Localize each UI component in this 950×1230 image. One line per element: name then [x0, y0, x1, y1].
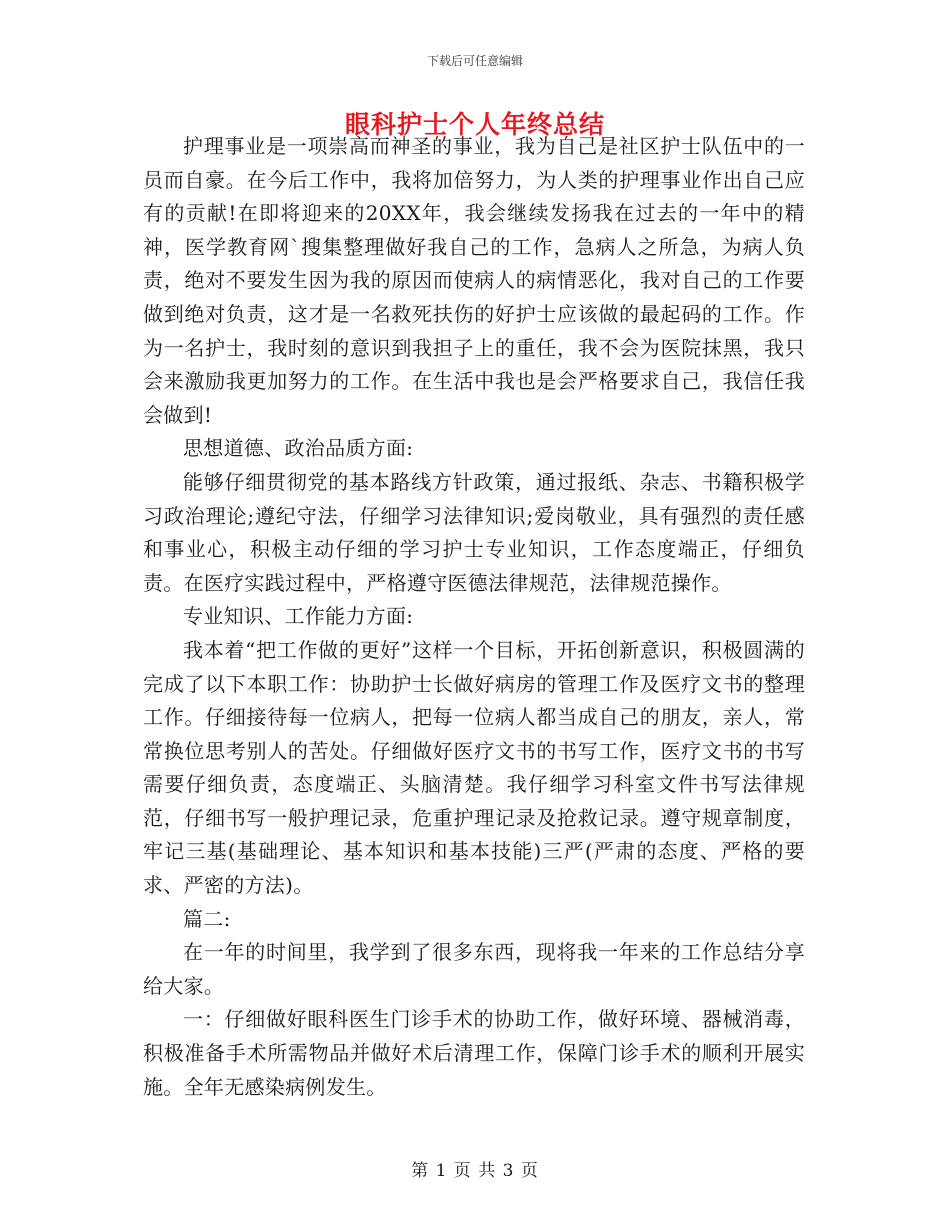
paragraph-part-two-intro: 在一年的时间里，我学到了很多东西，现将我一年来的工作总结分享给大家。 — [143, 940, 805, 998]
section-heading-ethics: 思想道德、政治品质方面: — [183, 436, 414, 461]
paragraph-intro: 护理事业是一项崇高而神圣的事业，我为自己是社区护士队伍中的一员而自豪。在今后工作中，我将加倍努力，为人类的护理事业作出自己应有的贡献!在即将迎来的20XX年，我会继续发扬我在过去的一年中的精神，医学教育网`搜集整理做好我自己的工作，急病人之所急，为病人负责，绝对不要发生因为我的原因而使病人的病情恶化，我对自己的工作要做到绝对负责，这才是一名救死扶伤的好护士应该做的最起码的工作。作为一名护士，我时刻的意识到我担子上的重任，我不会为医院抹黑，我只会来激励我更加努力的工作。在生活中我也是会严格要求自己，我信任我会做到! — [143, 134, 805, 427]
document-body — [143, 130, 805, 1104]
header-note: 下载后可任意编辑 — [426, 54, 523, 68]
paragraph-ethics: 能够仔细贯彻党的基本路线方针政策，通过报纸、杂志、书籍积极学习政治理论;遵纪守法，仔细学习法律知识;爱岗敬业，具有强烈的责任感和事业心，积极主动仔细的学习护士专业知识，工作态度端正，仔细负责。在医疗实践过程中，严格遵守医德法律规范，法律规范操作。 — [143, 469, 805, 595]
paragraph-item-one: 一：仔细做好眼科医生门诊手术的协助工作，做好环境、器械消毒，积极准备手术所需物品并做好术后清理工作，保障门诊手术的顺利开展实施。全年无感染病例发生。 — [143, 1007, 805, 1099]
page-number-footer: 第 1 页 共 3 页 — [411, 1161, 539, 1181]
paragraph-skills: 我本着“把工作做的更好”这样一个目标，开拓创新意识，积极圆满的完成了以下本职工作：协助护士长做好病房的管理工作及医疗文书的整理工作。仔细接待每一位病人，把每一位病人都当成自己的朋友，亲人，常常换位思考别人的苦处。仔细做好医疗文书的书写工作，医疗文书的书写需要仔细负责，态度端正、头脑清楚。我仔细学习科室文件书写法律规范，仔细书写一般护理记录，危重护理记录及抢救记录。遵守规章制度，牢记三基(基础理论、基本知识和基本技能)三严(严肃的态度、严格的要求、严密的方法)。 — [143, 637, 805, 898]
document-title: 眼科护士个人年终总结 — [344, 110, 605, 139]
section-heading-skills: 专业知识、工作能力方面: — [183, 604, 414, 629]
section-heading-part-two: 篇二: — [183, 906, 231, 931]
